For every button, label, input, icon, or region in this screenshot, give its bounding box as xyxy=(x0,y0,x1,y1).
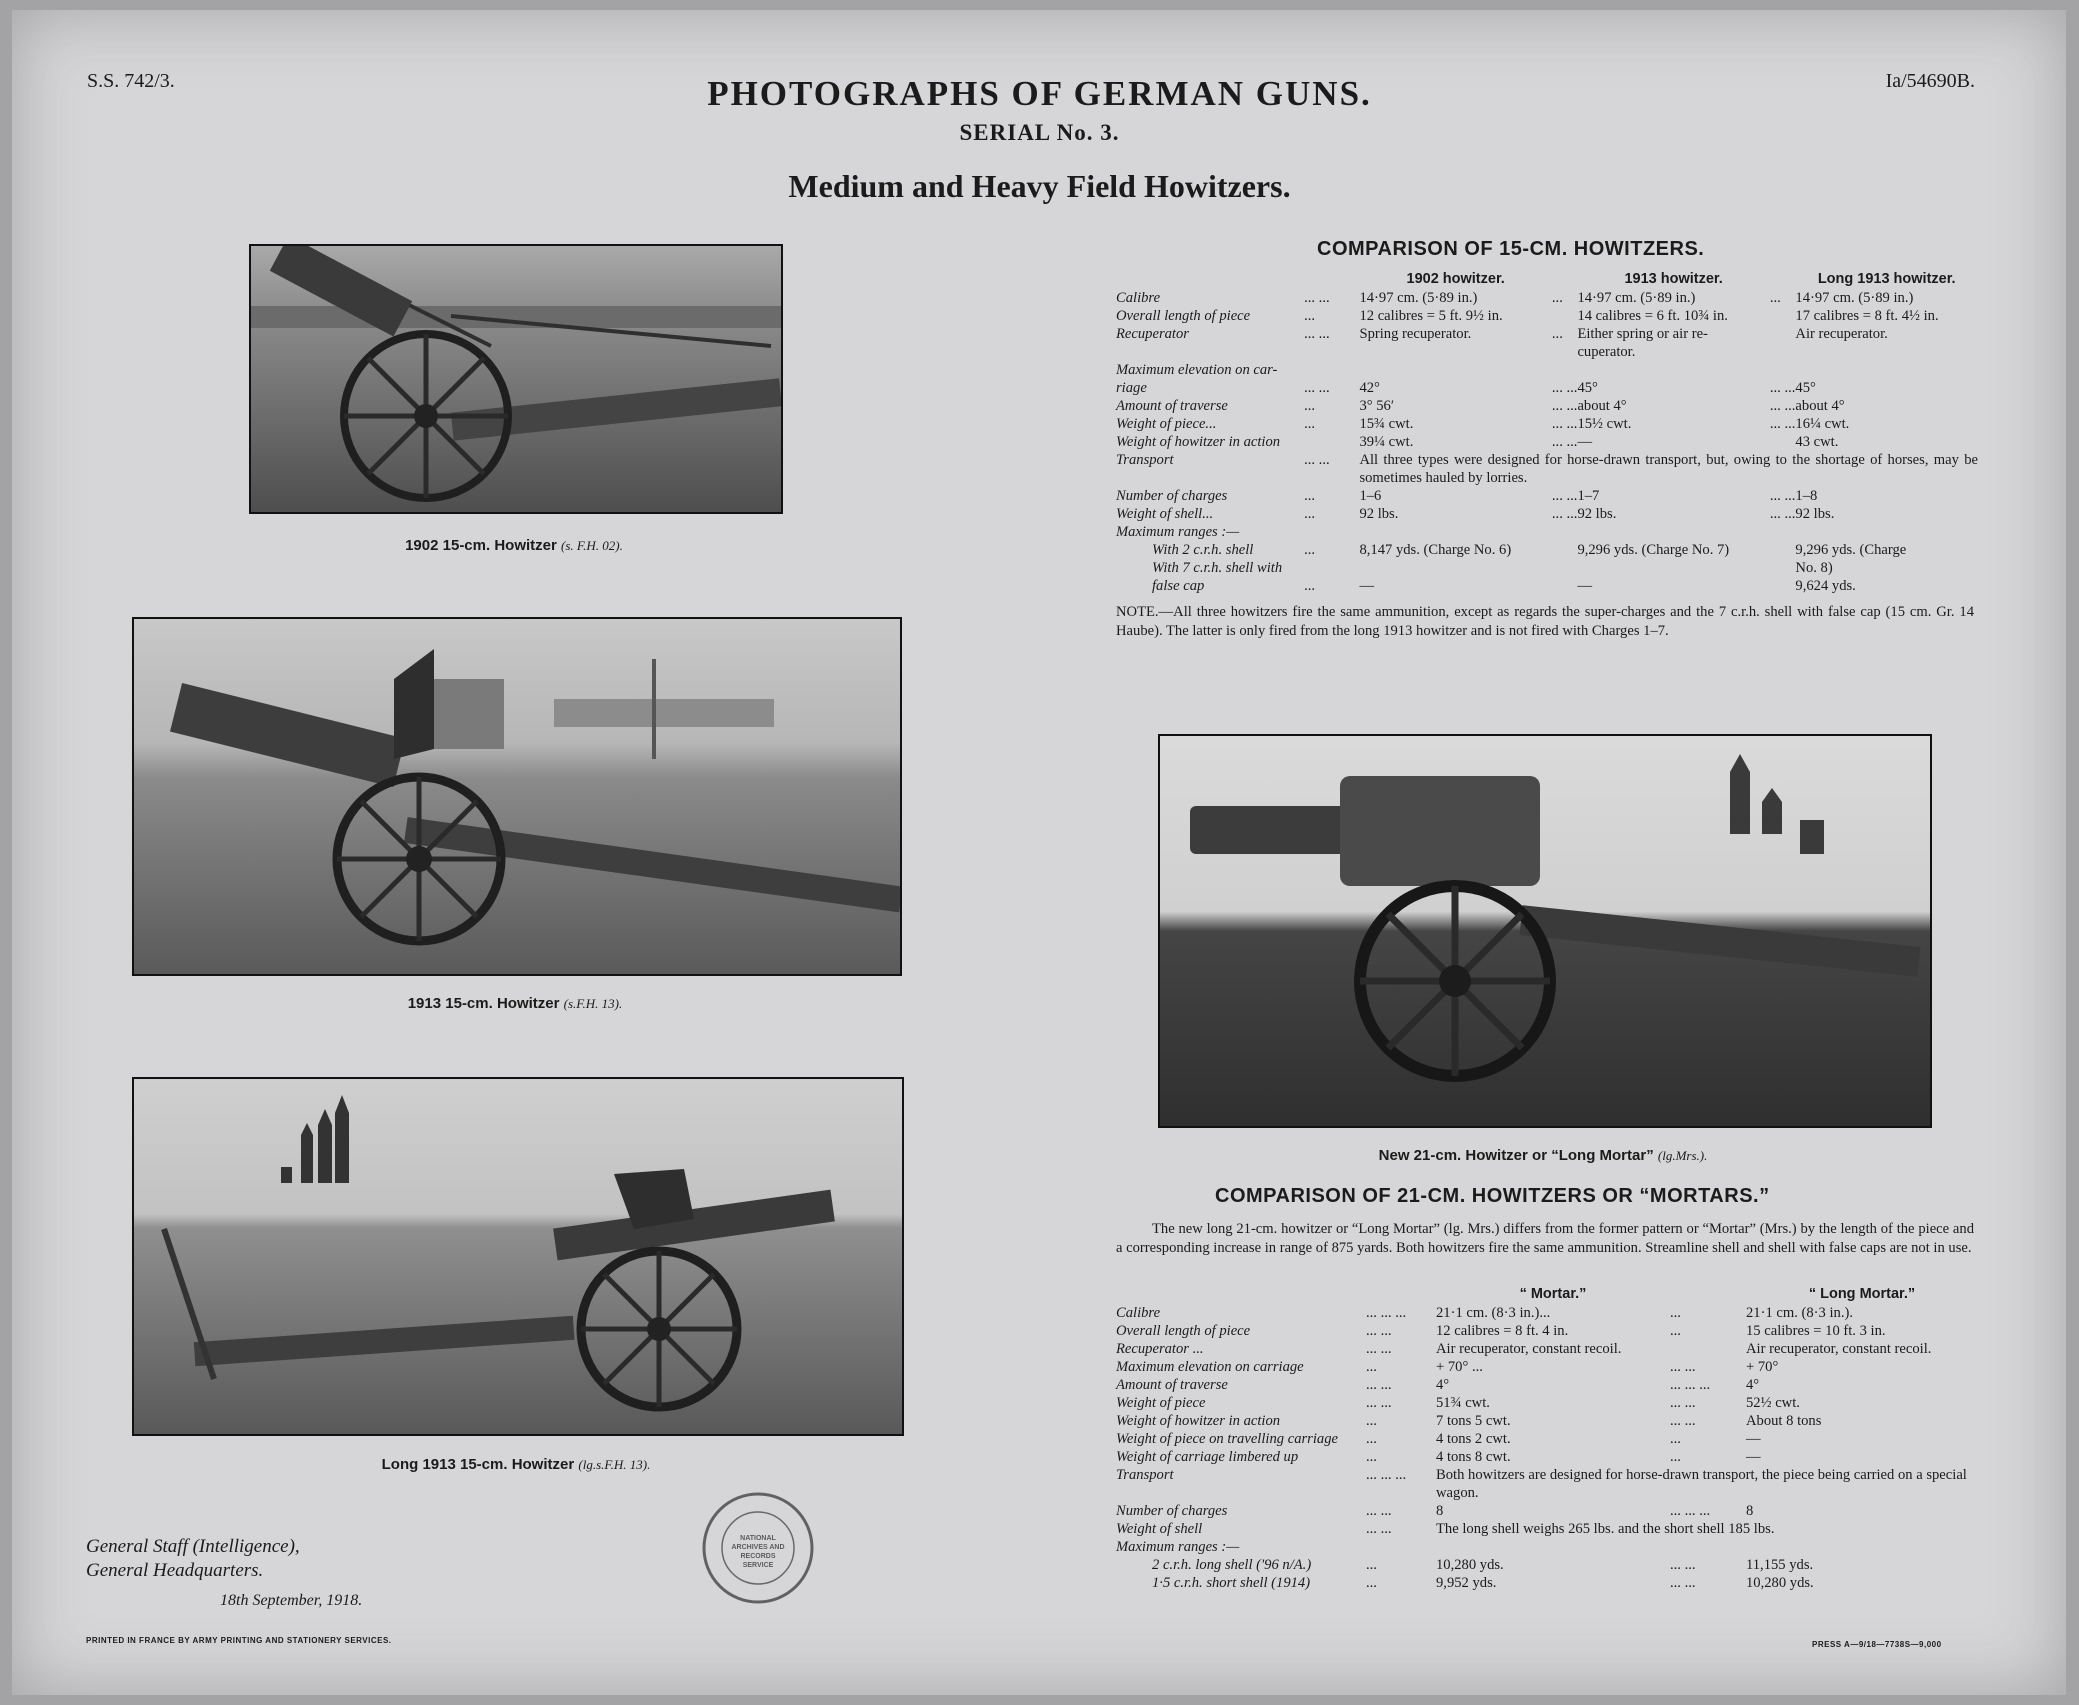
table-row xyxy=(1116,1322,1978,1340)
leader-dots: ... xyxy=(1304,488,1316,504)
leader-dots xyxy=(1670,1340,1746,1358)
leader-dots: ... ... xyxy=(1769,416,1796,432)
leader-dots xyxy=(1770,343,1796,361)
row-label: Weight of piece xyxy=(1116,1395,1206,1411)
row-label: Maximum elevation on carriage xyxy=(1116,1359,1304,1375)
value-mortar: Air recuperator, constant recoil. xyxy=(1436,1341,1622,1357)
value-long-mortar: 52½ cwt. xyxy=(1746,1395,1800,1411)
leader-dots: ... xyxy=(1670,1449,1681,1465)
column-header: “ Long Mortar.” xyxy=(1808,1286,1916,1302)
value-long-mortar: 4° xyxy=(1746,1377,1760,1393)
howitzer-illustration xyxy=(1160,736,1930,1126)
leader-dots: ... xyxy=(1304,416,1316,432)
caption-text: Long 1913 15-cm. Howitzer xyxy=(381,1456,575,1473)
value-long-1913: 17 calibres = 8 ft. 4½ in. xyxy=(1795,308,1939,324)
comparison-15cm-table xyxy=(1116,270,1978,595)
table-row xyxy=(1116,523,1978,541)
table-row xyxy=(1116,379,1978,397)
leader-dots xyxy=(1670,1538,1746,1556)
value-1913 xyxy=(1577,361,1769,379)
leader-dots: ... ... ... xyxy=(1670,1377,1711,1393)
value-1902: 14·97 cm. (5·89 in.) xyxy=(1359,290,1478,306)
leader-dots: ... xyxy=(1304,398,1316,414)
value-long-1913: 9,296 yds. (Charge xyxy=(1795,542,1907,558)
value-mortar: 10,280 yds. xyxy=(1436,1557,1504,1573)
value-1902: — xyxy=(1359,578,1375,594)
value-long-mortar: 15 calibres = 10 ft. 3 in. xyxy=(1746,1323,1886,1339)
leader-dots: ... ... xyxy=(1670,1359,1696,1375)
table-header-row xyxy=(1116,1285,1978,1304)
leader-dots xyxy=(1770,307,1796,325)
row-label: Calibre xyxy=(1116,290,1161,306)
leader-dots: ... ... xyxy=(1366,1503,1392,1519)
leader-dots: ... xyxy=(1366,1413,1377,1429)
leader-dots xyxy=(1770,433,1796,451)
value-1913: 1–7 xyxy=(1577,488,1600,504)
leader-dots: ... ... xyxy=(1670,1557,1696,1573)
value-long-1913: 92 lbs. xyxy=(1795,506,1835,522)
row-label: Weight of shell xyxy=(1116,1521,1203,1537)
value-1902: 92 lbs. xyxy=(1359,506,1399,522)
row-label: With 7 c.r.h. shell with xyxy=(1152,560,1283,576)
column-header: 1902 howitzer. xyxy=(1406,271,1505,287)
row-label: With 2 c.r.h. shell xyxy=(1152,542,1254,558)
leader-dots xyxy=(1552,523,1578,541)
leader-dots xyxy=(1552,541,1578,559)
value-1902 xyxy=(1359,343,1551,361)
leader-dots: ... ... xyxy=(1551,398,1578,414)
svg-text:RECORDS: RECORDS xyxy=(740,1553,776,1560)
table-row xyxy=(1116,1466,1978,1502)
leader-dots: ... ... xyxy=(1670,1575,1696,1591)
table-row xyxy=(1116,1304,1978,1322)
value-1902: 8,147 yds. (Charge No. 6) xyxy=(1359,542,1512,558)
value-long-mortar: + 70° xyxy=(1746,1359,1779,1375)
row-label: Amount of traverse xyxy=(1116,1377,1228,1393)
leader-dots: ... ... xyxy=(1304,290,1330,306)
row-label: false cap xyxy=(1152,578,1205,594)
value-1913 xyxy=(1577,523,1769,541)
value-1902 xyxy=(1359,361,1551,379)
row-label xyxy=(1116,343,1304,361)
table-row xyxy=(1116,397,1978,415)
leader-dots: ... xyxy=(1366,1449,1377,1465)
table-row xyxy=(1116,505,1978,523)
leader-dots: ... ... xyxy=(1366,1395,1392,1411)
archive-stamp xyxy=(700,1490,816,1606)
leader-dots: ... xyxy=(1670,1323,1681,1339)
table-row xyxy=(1116,451,1978,487)
table-row xyxy=(1116,1502,1978,1520)
value-mortar: 8 xyxy=(1436,1503,1444,1519)
howitzer-illustration xyxy=(134,1079,902,1434)
row-label: Weight of howitzer in action xyxy=(1116,1413,1281,1429)
value-1913: about 4° xyxy=(1577,398,1627,414)
serial-number: SERIAL No. 3. xyxy=(959,120,1120,145)
value-1902: 3° 56′ xyxy=(1359,398,1395,414)
leader-dots: ... ... xyxy=(1551,506,1578,522)
value-long-mortar: Air recuperator, constant recoil. xyxy=(1746,1341,1932,1357)
value-mortar xyxy=(1436,1538,1670,1556)
value-long-mortar: — xyxy=(1746,1449,1761,1465)
leader-dots: ... ... xyxy=(1304,326,1330,342)
photo-long-1913-howitzer xyxy=(132,1077,904,1436)
table-row xyxy=(1116,433,1978,451)
value-1913: 45° xyxy=(1577,380,1598,396)
value-long-1913 xyxy=(1795,523,1978,541)
leader-dots xyxy=(1552,361,1578,379)
value-1913: Either spring or air re- xyxy=(1577,326,1708,342)
leader-dots: ... xyxy=(1304,578,1316,594)
value-1913: cuperator. xyxy=(1577,344,1636,360)
caption-text: New 21-cm. Howitzer or “Long Mortar” xyxy=(1378,1147,1654,1164)
reference-number: S.S. 742/3. xyxy=(87,70,175,92)
photo-1913-caption xyxy=(132,995,898,1012)
row-label: Calibre xyxy=(1116,1305,1161,1321)
leader-dots: ... ... xyxy=(1769,488,1796,504)
leader-dots: ... ... xyxy=(1366,1323,1392,1339)
leader-dots xyxy=(1552,343,1578,361)
spanning-value: Both howitzers are designed for horse-drawn transport, the piece being carried on a special wagon. xyxy=(1436,1467,1967,1501)
leader-dots: ... xyxy=(1304,542,1316,558)
leader-dots: ... ... ... xyxy=(1366,1305,1407,1321)
photo-21cm-caption xyxy=(1158,1147,1928,1164)
comparison-21cm-intro: The new long 21-cm. howitzer or “Long Mortar” (lg. Mrs.) differs from the former pattern or “Mortar” (Mrs.) by the length of the piece and a corresponding increase in range of 875 yards. Both howitzers fire the same ammunition. Streamline shell and shell with false caps are not in use. xyxy=(1116,1221,1974,1256)
table-row xyxy=(1116,487,1978,505)
row-label: Weight of howitzer in action xyxy=(1116,434,1281,450)
value-1913: 14 calibres = 6 ft. 10¾ in. xyxy=(1577,308,1728,324)
photo-1902-howitzer xyxy=(249,244,783,514)
value-long-mortar: 8 xyxy=(1746,1503,1754,1519)
row-label: Recuperator xyxy=(1116,326,1189,342)
table-header-row xyxy=(1116,270,1978,289)
row-label: Weight of shell... xyxy=(1116,506,1214,522)
value-1902: 39¼ cwt. xyxy=(1359,434,1414,450)
column-header: “ Mortar.” xyxy=(1519,1286,1587,1302)
leader-dots: ... ... ... xyxy=(1670,1503,1711,1519)
leader-dots: ... xyxy=(1769,290,1781,306)
value-1902 xyxy=(1359,523,1551,541)
value-mortar: + 70° ... xyxy=(1436,1359,1483,1375)
table-row xyxy=(1116,1340,1978,1358)
value-long-1913: 9,624 yds. xyxy=(1795,578,1856,594)
value-1902 xyxy=(1359,559,1551,577)
table-row xyxy=(1116,415,1978,433)
leader-dots xyxy=(1770,325,1796,343)
leader-dots: ... xyxy=(1366,1575,1377,1591)
row-label: 1·5 c.r.h. short shell (1914) xyxy=(1152,1575,1311,1591)
value-1902: 42° xyxy=(1359,380,1380,396)
value-1902: 15¾ cwt. xyxy=(1359,416,1414,432)
leader-dots: ... ... xyxy=(1670,1395,1696,1411)
value-long-1913: 14·97 cm. (5·89 in.) xyxy=(1795,290,1914,306)
file-reference: Ia/54690B. xyxy=(1885,70,1975,92)
caption-abbrev: (lg.s.F.H. 13). xyxy=(578,1457,651,1472)
table-row xyxy=(1116,361,1978,379)
value-long-mortar xyxy=(1746,1538,1978,1556)
leader-dots: ... ... xyxy=(1551,416,1578,432)
value-1913: 14·97 cm. (5·89 in.) xyxy=(1577,290,1696,306)
value-long-mortar: 21·1 cm. (8·3 in.). xyxy=(1746,1305,1853,1321)
row-label: Number of charges xyxy=(1116,488,1228,504)
signature-line-2: General Headquarters. xyxy=(86,1560,264,1581)
value-1902: Spring recuperator. xyxy=(1359,326,1472,342)
leader-dots xyxy=(1552,577,1578,595)
comparison-15cm-note: NOTE.—All three howitzers fire the same ammunition, except as regards the super-charges and the 7 c.r.h. shell with false cap (15 cm. Gr. 14 Haube). The latter is only fired from the long 1913 howitzer and is not fired with Charges 1–7. xyxy=(1116,604,1974,639)
leader-dots xyxy=(1304,343,1359,361)
document-subtitle: Medium and Heavy Field Howitzers. xyxy=(788,168,1291,204)
leader-dots: ... xyxy=(1366,1557,1377,1573)
table-row xyxy=(1116,307,1978,325)
photo-21cm-howitzer xyxy=(1158,734,1932,1128)
table-row xyxy=(1116,1556,1978,1574)
value-long-1913: 43 cwt. xyxy=(1795,434,1839,450)
value-long-1913: 45° xyxy=(1795,380,1816,396)
value-mortar: 9,952 yds. xyxy=(1436,1575,1497,1591)
table-row xyxy=(1116,343,1978,361)
leader-dots: ... ... xyxy=(1551,488,1578,504)
table-row xyxy=(1116,577,1978,595)
leader-dots xyxy=(1304,523,1359,541)
howitzer-illustration xyxy=(134,619,900,974)
press-reference: PRESS A—9/18—7738S—9,000 xyxy=(1812,1640,1942,1649)
leader-dots: ... ... xyxy=(1551,380,1578,396)
comparison-15cm-heading: COMPARISON OF 15-CM. HOWITZERS. xyxy=(1317,238,1705,260)
leader-dots: ... ... xyxy=(1551,434,1578,450)
value-1913: — xyxy=(1577,434,1593,450)
leader-dots xyxy=(1770,577,1796,595)
value-long-1913 xyxy=(1795,343,1978,361)
table-row xyxy=(1116,1412,1978,1430)
leader-dots: ... ... xyxy=(1366,1521,1392,1537)
row-label: Maximum ranges :— xyxy=(1116,524,1240,540)
leader-dots: ... xyxy=(1551,326,1563,342)
photo-1913-howitzer xyxy=(132,617,902,976)
leader-dots xyxy=(1304,433,1359,451)
leader-dots: ... xyxy=(1670,1305,1681,1321)
value-mortar: 4 tons 8 cwt. xyxy=(1436,1449,1511,1465)
row-label: Maximum ranges :— xyxy=(1116,1539,1240,1555)
row-label: riage xyxy=(1116,380,1147,396)
signature-line-1: General Staff (Intelligence), xyxy=(86,1536,300,1557)
leader-dots: ... ... xyxy=(1769,398,1796,414)
leader-dots xyxy=(1304,559,1359,577)
value-1913 xyxy=(1577,559,1769,577)
value-mortar: 51¾ cwt. xyxy=(1436,1395,1490,1411)
value-1913: — xyxy=(1577,578,1593,594)
document-title: PHOTOGRAPHS OF GERMAN GUNS. xyxy=(707,74,1372,113)
leader-dots: ... ... ... xyxy=(1366,1467,1407,1483)
printer-imprint: PRINTED IN FRANCE BY ARMY PRINTING AND STATIONERY SERVICES. xyxy=(86,1636,392,1645)
leader-dots: ... xyxy=(1304,506,1316,522)
column-header: 1913 howitzer. xyxy=(1624,271,1723,287)
value-mortar: 21·1 cm. (8·3 in.)... xyxy=(1436,1305,1551,1321)
table-row xyxy=(1116,1394,1978,1412)
value-1902: 1–6 xyxy=(1359,488,1382,504)
seal-icon xyxy=(700,1490,816,1606)
howitzer-illustration xyxy=(251,246,781,512)
comparison-21cm-heading: COMPARISON OF 21-CM. HOWITZERS OR “MORTARS.” xyxy=(1215,1185,1770,1207)
leader-dots: ... xyxy=(1366,1431,1377,1447)
svg-text:ARCHIVES AND: ARCHIVES AND xyxy=(731,1544,785,1551)
value-long-mortar: — xyxy=(1746,1431,1761,1447)
row-label: Overall length of piece xyxy=(1116,308,1251,324)
value-mortar: 7 tons 5 cwt. xyxy=(1436,1413,1511,1429)
value-long-1913 xyxy=(1795,361,1978,379)
caption-text: 1902 15-cm. Howitzer xyxy=(405,537,557,554)
leader-dots xyxy=(1552,307,1578,325)
svg-text:NATIONAL: NATIONAL xyxy=(740,1535,776,1542)
value-long-1913: No. 8) xyxy=(1795,560,1833,576)
value-mortar: 4° xyxy=(1436,1377,1450,1393)
leader-dots: ... ... xyxy=(1769,380,1796,396)
value-mortar: 12 calibres = 8 ft. 4 in. xyxy=(1436,1323,1569,1339)
leader-dots xyxy=(1304,361,1359,379)
row-label: 2 c.r.h. long shell ('96 n/A.) xyxy=(1152,1557,1312,1573)
value-long-mortar: 11,155 yds. xyxy=(1746,1557,1814,1573)
table-row xyxy=(1116,1520,1978,1538)
row-label: Weight of piece on travelling carriage xyxy=(1116,1431,1338,1447)
table-row xyxy=(1116,541,1978,559)
leader-dots xyxy=(1366,1538,1436,1556)
value-long-mortar: 10,280 yds. xyxy=(1746,1575,1814,1591)
table-row xyxy=(1116,1376,1978,1394)
photo-1902-caption xyxy=(249,537,779,554)
row-label: Weight of piece... xyxy=(1116,416,1217,432)
row-label: Number of charges xyxy=(1116,1503,1228,1519)
row-label: Overall length of piece xyxy=(1116,1323,1251,1339)
value-long-1913: 1–8 xyxy=(1795,488,1818,504)
table-row xyxy=(1116,325,1978,343)
row-label: Recuperator ... xyxy=(1116,1341,1204,1357)
comparison-21cm-table xyxy=(1116,1285,1978,1592)
leader-dots xyxy=(1770,541,1796,559)
value-1913: 9,296 yds. (Charge No. 7) xyxy=(1577,542,1730,558)
leader-dots: ... ... xyxy=(1304,380,1330,396)
signature-date: 18th September, 1918. xyxy=(220,1592,363,1609)
value-1902: 12 calibres = 5 ft. 9½ in. xyxy=(1359,308,1503,324)
leader-dots xyxy=(1770,361,1796,379)
table-row xyxy=(1116,559,1978,577)
value-long-1913: 16¼ cwt. xyxy=(1795,416,1850,432)
leader-dots: ... ... xyxy=(1366,1377,1392,1393)
spanning-value: The long shell weighs 265 lbs. and the short shell 185 lbs. xyxy=(1436,1521,1775,1537)
leader-dots xyxy=(1552,559,1578,577)
table-row xyxy=(1116,289,1978,307)
leader-dots: ... xyxy=(1304,308,1316,324)
table-row xyxy=(1116,1448,1978,1466)
table-row xyxy=(1116,1358,1978,1376)
row-label: Transport xyxy=(1116,1467,1174,1483)
leader-dots xyxy=(1770,523,1796,541)
leader-dots: ... ... xyxy=(1769,506,1796,522)
row-label: Weight of carriage limbered up xyxy=(1116,1449,1299,1465)
column-header: Long 1913 howitzer. xyxy=(1817,271,1956,287)
leader-dots xyxy=(1770,559,1796,577)
leader-dots: ... xyxy=(1551,290,1563,306)
caption-text: 1913 15-cm. Howitzer xyxy=(407,995,560,1012)
row-label: Maximum elevation on car- xyxy=(1116,362,1278,378)
leader-dots: ... xyxy=(1670,1431,1681,1447)
spanning-value: All three types were designed for horse-drawn transport, but, owing to the shortage of horses, may be sometimes hauled by lorries. xyxy=(1359,452,1978,486)
value-long-1913: about 4° xyxy=(1795,398,1845,414)
table-row xyxy=(1116,1538,1978,1556)
caption-abbrev: (s. F.H. 02). xyxy=(561,538,623,553)
leader-dots: ... ... xyxy=(1366,1341,1392,1357)
row-label: Transport xyxy=(1116,452,1174,468)
caption-abbrev: (s.F.H. 13). xyxy=(563,996,623,1011)
table-row xyxy=(1116,1574,1978,1592)
value-long-mortar: About 8 tons xyxy=(1746,1413,1822,1429)
leader-dots: ... xyxy=(1366,1359,1377,1375)
photo-long-1913-caption xyxy=(132,1456,900,1473)
svg-text:SERVICE: SERVICE xyxy=(742,1562,774,1569)
row-label: Amount of traverse xyxy=(1116,398,1228,414)
leader-dots: ... ... xyxy=(1304,452,1330,468)
table-row xyxy=(1116,1430,1978,1448)
value-long-1913: Air recuperator. xyxy=(1795,326,1888,342)
caption-abbrev: (lg.Mrs.). xyxy=(1657,1148,1708,1163)
value-1913: 15½ cwt. xyxy=(1577,416,1632,432)
value-mortar: 4 tons 2 cwt. xyxy=(1436,1431,1511,1447)
value-1913: 92 lbs. xyxy=(1577,506,1617,522)
leader-dots: ... ... xyxy=(1670,1413,1696,1429)
